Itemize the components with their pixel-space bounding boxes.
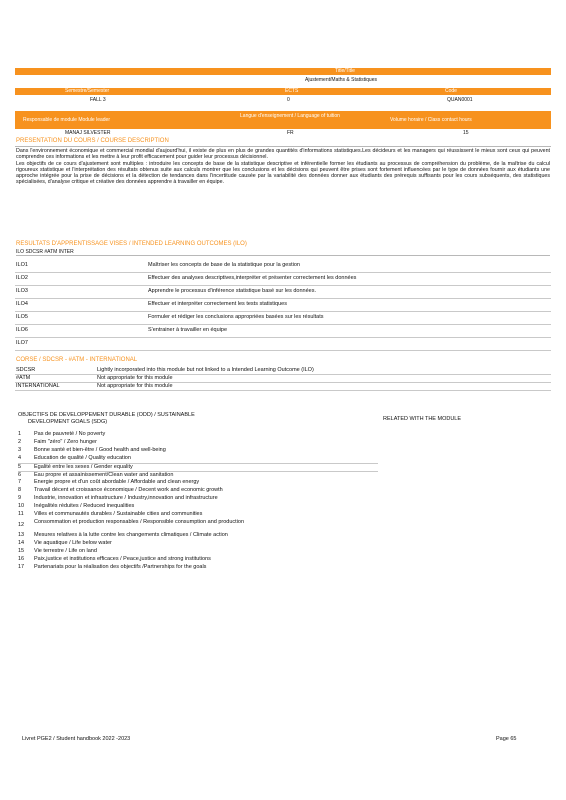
title-label-bar [15,68,551,75]
csr-text: Not appropriate for this module [97,375,173,381]
csr-label: SDCSR [16,367,36,373]
sdg-goal-row [18,503,378,511]
ilo-row [15,298,551,312]
ilo-row [15,272,551,286]
ilo-row [15,337,551,351]
semester-header-bar [15,88,551,95]
ilo-row [15,324,551,338]
sdg-goal-row [18,479,378,487]
csr-section-title: CORSE / SDCSR - #ATM - INTERNATIONAL [16,357,138,363]
sdg-goal-number: 15 [18,548,25,554]
sdg-goal-number: 7 [18,479,22,485]
sdg-related-label: RELATED WITH THE MODULE [383,416,462,422]
language-label: Langue d'enseignement / Language of tuition [240,113,340,119]
ilo-row [15,259,551,273]
language-value: FR [287,130,294,136]
sdg-goal-text: Pas de pauvreté / No poverty [34,431,106,437]
ilo-code: ILO5 [16,314,28,320]
sdg-goal-number: 3 [18,447,22,453]
sdg-goal-text: Mesures relatives à la lutte contre les changements climatiques / Climate action [34,532,228,538]
ilo-subheader: ILO SDCSR #ATM INTER [16,249,550,256]
semester-value: FALL 3 [90,97,106,103]
sdg-goal-row [18,487,378,495]
sdg-goal-number: 14 [18,540,25,546]
ilo-row [15,311,551,325]
ilo-text: Effectuer des analyses descriptives,interpréter et présenter correctement les données [148,275,357,281]
ilo-row [15,285,551,299]
sdg-goal-text: Energie propre et d'un coût abordable / Affordable and clean energy [34,479,200,485]
sdg-goal-row [18,556,378,564]
sdg-goal-number: 10 [18,503,25,509]
sdg-goal-row [18,548,378,556]
sdg-goal-text: Vie terrestre / Life on land [34,548,97,554]
sdg-goal-text: Travail décent et croissance économique / Decent work and economic growth [34,487,223,493]
ilo-code: ILO6 [16,327,28,333]
sdg-goal-text: Consommation et production responsables / Responsible consumption and production [34,519,245,525]
sdg-goal-row [18,431,378,439]
sdg-goal-text: Egalité entre les sexes / Gender equality [34,464,133,470]
sdg-goal-number: 9 [18,495,22,501]
presentation-title: PRESENTATION DU COURS / COURSE DESCRIPTION [16,138,169,144]
sdg-goal-row [18,439,378,447]
footer-page-number: Page 65 [496,736,517,742]
sdg-goal-row [18,519,378,532]
sdg-goal-number: 11 [18,511,24,517]
sdg-goal-text: Inégalités réduites / Reduced inequalities [34,503,135,509]
code-value: QUAN0001 [447,97,473,103]
sdg-goal-number: 8 [18,487,22,493]
ilo-code: ILO2 [16,275,28,281]
responsible-header-bar [15,111,551,129]
ilo-code: ILO1 [16,262,28,268]
ilo-text: Effectuer et interpréter correctement les tests statistiques [148,301,287,307]
presentation-paragraph-2: Les objectifs de ce cours d'ajustement sont multiples : introduire les concepts de base de la statistique descriptive et inférentielle former les étudiants au processus de compréhension du problème, de la maîtrise du calcul rigoureux statistique et l'interprétation des résultats obtenus suite aux calculs montrer que les conclusions et les décisions qui peuvent être prises sont fortement influencées par le type de données fournir aux étudiants une approche intégrée pour la prise de décisions et la détection de tendances dans l'incertitude causée par la variabilité des données donner aux étudiants des prérequis suffisants pour les cours subséquents, des statistiques spécialisées, d'analyse critique et créative des données apprendre à travailler en équipe. [16,160,550,186]
footer-handbook: Livret PGE2 / Student handbook 2022 -2023 [22,736,131,742]
sdg-goal-row [18,540,378,548]
sdg-goal-text: Bonne santé et bien-être / Good health and well-being [34,447,166,453]
sdg-goal-number: 1 [18,431,22,437]
csr-label: INTERNATIONAL [16,383,60,389]
ilo-code: ILO3 [16,288,28,294]
sdg-goal-text: Industrie, innovation et infrastructure / Industry,innovation and infrastructure [34,495,218,501]
ilo-text: S'entrainer à travailler en équipe [148,327,228,333]
sdg-header [18,412,378,426]
ilo-text: Maîtriser les concepts de base de la statistique pour la gestion [148,262,300,268]
csr-label: #ATM [16,375,31,381]
sdg-title-line-2: DEVELOPMENT GOALS (SDG) [28,419,108,425]
ilo-code: ILO4 [16,301,28,307]
presentation-text [16,148,550,186]
sdg-goal-row [18,532,378,540]
sdg-goal-number: 2 [18,439,22,445]
semester-label: Semestre/Semester [65,88,110,94]
sdg-goal-text: Education de qualité / Quality education [34,455,131,461]
ilo-text: Apprendre le processus d'inférence statistique basé sur les données. [148,288,316,294]
sdg-goal-text: Paix,justice et institutions efficaces / Peace,justice and strong institutions [34,556,211,562]
sdg-goal-row [18,564,378,572]
sdg-goal-number: 6 [18,472,22,478]
sdg-goal-row [18,455,378,463]
sdg-goal-number: 12 [18,522,25,528]
sdg-goal-text: Faim "zéro" / Zero hunger [34,439,97,445]
sdg-goal-row [18,495,378,503]
sdg-title-line-1: OBJECTIFS DE DEVELOPPEMENT DURABLE (ODD) / SUSTAINABLE [18,412,195,418]
sdg-goal-text: Eau propre et assainissement/Clean water and sanitation [34,472,174,478]
volume-label: Volume horaire / Class contact hours [390,117,472,123]
csr-text: Not appropriate for this module [97,383,173,389]
code-label: Code [445,88,457,94]
title-label: Title/Title [335,68,355,74]
course-title: Ajustement/Maths & Statistiques [305,77,377,83]
sdg-goal-number: 16 [18,556,25,562]
sdg-goal-text: Partenariats pour la réalisation des objectifs /Partnerships for the goals [34,564,207,570]
volume-value: 15 [463,130,469,136]
ects-label: ECTS [285,88,299,94]
sdg-goal-text: Villes et communautés durables / Sustainable cities and communities [34,511,203,517]
sdg-goal-number: 5 [18,464,22,470]
sdg-goal-text: Vie aquatique / Life below water [34,540,112,546]
ilo-section-title: RESULTATS D'APPRENTISSAGE VISES / INTENDED LEARNING OUTCOMES (ILO) [16,241,247,247]
sdg-goal-number: 13 [18,532,25,538]
sdg-goal-row [18,447,378,455]
ects-value: 0 [287,97,290,103]
csr-text: Lightly incorporated into this module but not linked to a Intended Learning Outcome (ILO) [97,367,314,373]
sdg-goal-row [18,511,378,519]
presentation-paragraph-1: Dans l'environnement économique et commercial mondial d'aujourd'hui, il existe de plus en plus de grandes quantités d'informations statistiques.Les décideurs et les managers qui réussissent le mieux sont ceux qui peuvent comprendre ces informations et les mettre à leur profit efficacement pour guider leur processus décisionnel. [16,148,550,161]
ilo-text: Formuler et rédiger les conclusions appropriées basées sur les résultats [148,314,324,320]
ilo-code: ILO7 [16,340,28,346]
sdg-goal-number: 4 [18,455,22,461]
responsible-values-row [15,130,551,137]
responsible-label: Responsable de module Module leader [23,117,111,123]
csr-row [15,382,551,391]
sdg-goal-number: 17 [18,564,25,570]
responsible-value: MANAJ SILVESTER [65,130,111,136]
semester-values-row [15,97,551,104]
